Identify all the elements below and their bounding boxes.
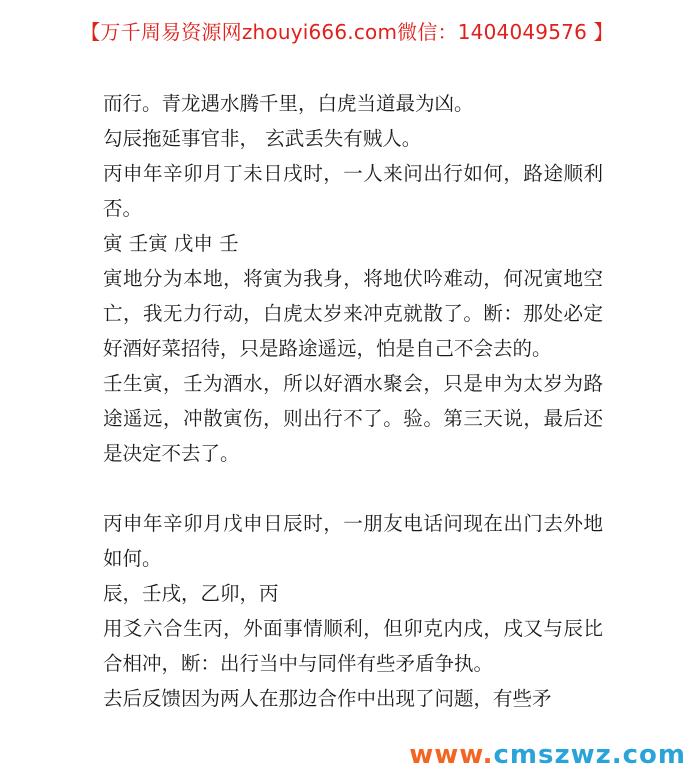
paragraph: 丙申年辛卯月戊申日辰时，一朋友电话问现在出门去外地如何。	[103, 512, 603, 570]
site-watermark	[409, 740, 686, 770]
paragraph: 寅 壬寅 戊申 壬	[103, 232, 239, 255]
paragraph-spacer	[103, 471, 603, 506]
paragraph: 用爻六合生丙，外面事情顺利，但卯克内戌，戌又与辰比合相冲，断：出行当中与同伴有些矛盾争执。	[103, 617, 603, 675]
document-body	[103, 86, 603, 716]
watermark-prefix: www.	[409, 740, 494, 770]
paragraph: 勾辰拖延事官非， 玄武丢失有贼人。	[103, 127, 422, 150]
source-banner: 【万千周易资源网zhouyi666.com微信：1404049576 】	[80, 20, 614, 44]
paragraph: 壬生寅，壬为酒水，所以好酒水聚会，只是申为太岁为路途遥远，冲散寅伤，则出行不了。验。第三天说，最后还是决定不去了。	[103, 372, 603, 465]
paragraph: 而行。青龙遇水腾千里，白虎当道最为凶。	[103, 92, 474, 115]
watermark-domain: cmszwz.com	[493, 740, 686, 770]
paragraph: 辰，壬戌，乙卯，丙	[103, 582, 279, 605]
paragraph: 寅地分为本地，将寅为我身，将地伏吟难动，何况寅地空亡，我无力行动，白虎太岁来冲克就散了。断：那处必定好酒好菜招待，只是路途遥远，怕是自己不会去的。	[103, 267, 603, 360]
paragraph: 丙申年辛卯月丁未日戌时，一人来问出行如何，路途顺利否。	[103, 162, 603, 220]
paragraph: 去后反馈因为两人在那边合作中出现了问题，有些矛	[103, 687, 552, 710]
